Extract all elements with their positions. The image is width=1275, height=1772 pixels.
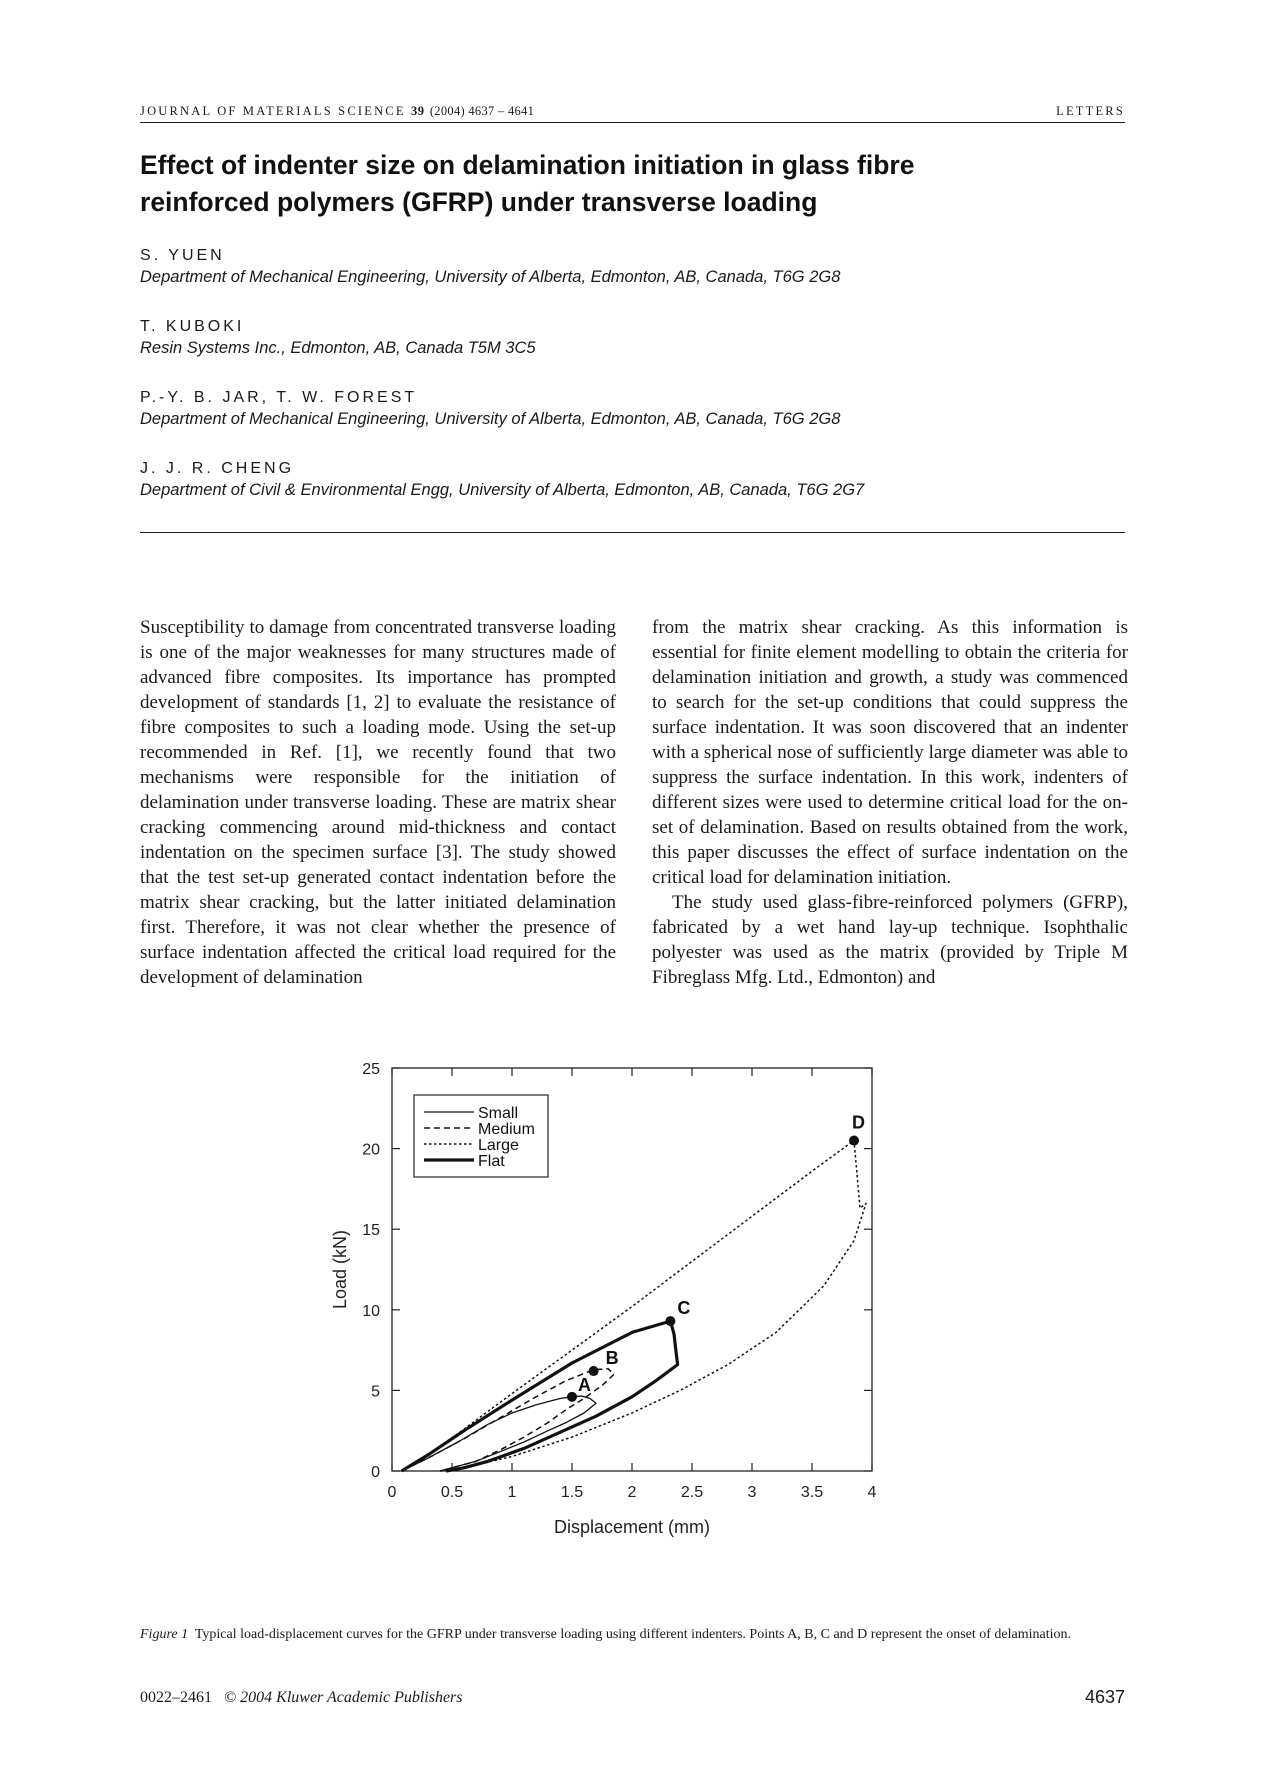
- point-label-b: B: [605, 1348, 619, 1369]
- x-tick-label: 4: [867, 1484, 877, 1501]
- header-rule: [140, 122, 1125, 123]
- point-label-c: C: [677, 1298, 691, 1319]
- y-tick-label: 15: [362, 1222, 380, 1240]
- title-line-2: reinforced polymers (GFRP) under transverse loading: [140, 187, 818, 217]
- body-paragraph: The study used glass-fibre-reinforced polymers (GFRP), fabricated by a wet hand lay-up technique. Isophthalic polyester was used as the matrix (provided by Triple M Fibreglass Mfg. Ltd., Edmonton) and: [652, 892, 1128, 988]
- x-tick-label: 1: [507, 1484, 517, 1501]
- issn: 0022–2461: [140, 1689, 212, 1706]
- caption-text: Typical load-displacement curves for the GFRP under transverse loading using different indenters. Points A, B, C and D represent the onset of delamination.: [194, 1627, 1071, 1642]
- author-names: J. J. R. CHENG: [140, 460, 295, 477]
- x-axis-label: Displacement (mm): [553, 1517, 711, 1537]
- page-number: 4637: [1084, 1687, 1125, 1707]
- legend-label-medium: Medium: [478, 1121, 535, 1138]
- x-tick-label: 2: [627, 1484, 637, 1501]
- journal-volume: 39: [411, 104, 425, 118]
- footer-issn: [140, 1689, 463, 1707]
- section-label: LETTERS: [1056, 104, 1125, 118]
- series-lines: [402, 1141, 866, 1472]
- caption-label: Figure 1: [140, 1627, 189, 1642]
- x-tick-label: 2.5: [680, 1484, 704, 1501]
- legend: [414, 1095, 548, 1177]
- author-names: S. YUEN: [140, 247, 225, 264]
- x-tick-label: 1.5: [560, 1484, 584, 1501]
- copyright: © 2004 Kluwer Academic Publishers: [224, 1689, 463, 1706]
- y-tick-label: 25: [362, 1061, 380, 1078]
- body-paragraph: Susceptibility to damage from concentrated transverse loading is one of the major weaknesses for many structures made of advanced fibre composites. Its importance has prompted development of standards [1, 2] to evaluate the resistance of fibre composites to such a loading mode. Using the set-up recommended in Ref. [1], we recently found that two mechanisms were responsible for the initiation of delamination under transverse loading. These are matrix shear cracking commencing around mid-thickness and contact indentation on the specimen surface [3]. The study showed that the test set-up generated contact indentation before the matrix shear cracking, but the latter initiated delamination first. Therefore, it was not clear whether the presence of surface indentation affected the critical load required for the development of delamination: [140, 617, 616, 988]
- x-tick-label: 3: [747, 1484, 757, 1501]
- author-affiliation: Department of Mechanical Engineering, University of Alberta, Edmonton, AB, Canada, T6G 2G8: [140, 410, 841, 428]
- legend-label-small: Small: [478, 1105, 519, 1122]
- legend-label-flat: Flat: [478, 1153, 505, 1170]
- y-tick-label: 20: [362, 1141, 380, 1159]
- author-affiliation: Department of Civil & Environmental Engg, University of Alberta, Edmonton, AB, Canada, T6G 2G7: [140, 481, 865, 499]
- y-axis-label: Load (kN): [330, 1229, 350, 1310]
- article-title: [140, 147, 1040, 221]
- point-marker-b: [589, 1366, 599, 1376]
- point-marker-a: [567, 1392, 577, 1402]
- author-names: P.-Y. B. JAR, T. W. FOREST: [140, 389, 418, 406]
- point-marker-d: [849, 1136, 859, 1146]
- point-label-a: A: [578, 1374, 591, 1395]
- y-tick-label: 0: [371, 1464, 380, 1481]
- journal-name: JOURNAL OF MATERIALS SCIENCE: [140, 104, 406, 118]
- load-displacement-chart: [300, 1050, 980, 1610]
- x-tick-label: 0: [387, 1484, 397, 1501]
- x-tick-label: 3.5: [800, 1484, 824, 1501]
- body-paragraph: from the matrix shear cracking. As this information is essential for finite element modelling to obtain the criteria for delamination initiation and growth, a study was commenced to search for the set-up conditions that could suppress the surface indentation. It was soon discovered that an indenter with a spherical nose of sufficiently large diameter was able to suppress the surface indentation. In this work, indenters of different sizes were used to determine critical load for the on-set of delamination. Based on results obtained from the work, this paper discusses the effect of surface indentation on the critical load for delamination initiation.: [652, 617, 1128, 888]
- figure-caption: [140, 1625, 1125, 1644]
- series-line-large: [402, 1141, 866, 1472]
- y-tick-label: 5: [371, 1383, 380, 1401]
- title-line-1: Effect of indenter size on delamination initiation in glass fibre: [140, 150, 915, 180]
- author-names: T. KUBOKI: [140, 318, 245, 335]
- point-marker-c: [665, 1316, 675, 1326]
- figure-1: [300, 1050, 980, 1610]
- legend-label-large: Large: [478, 1137, 519, 1154]
- journal-year-pages: (2004) 4637 – 4641: [429, 104, 535, 118]
- author-affiliation: Department of Mechanical Engineering, University of Alberta, Edmonton, AB, Canada, T6G 2G8: [140, 268, 841, 286]
- body-column-left: [140, 615, 616, 990]
- section-rule: [140, 532, 1125, 533]
- y-tick-label: 10: [362, 1302, 380, 1320]
- x-tick-label: 0.5: [440, 1484, 464, 1501]
- point-label-d: D: [852, 1112, 865, 1133]
- series-line-flat: [402, 1321, 678, 1471]
- journal-citation: [140, 104, 534, 119]
- running-header: [140, 104, 1125, 119]
- delamination-points: [567, 1113, 865, 1402]
- body-column-right: [652, 615, 1128, 990]
- author-affiliation: Resin Systems Inc., Edmonton, AB, Canada T5M 3C5: [140, 339, 536, 357]
